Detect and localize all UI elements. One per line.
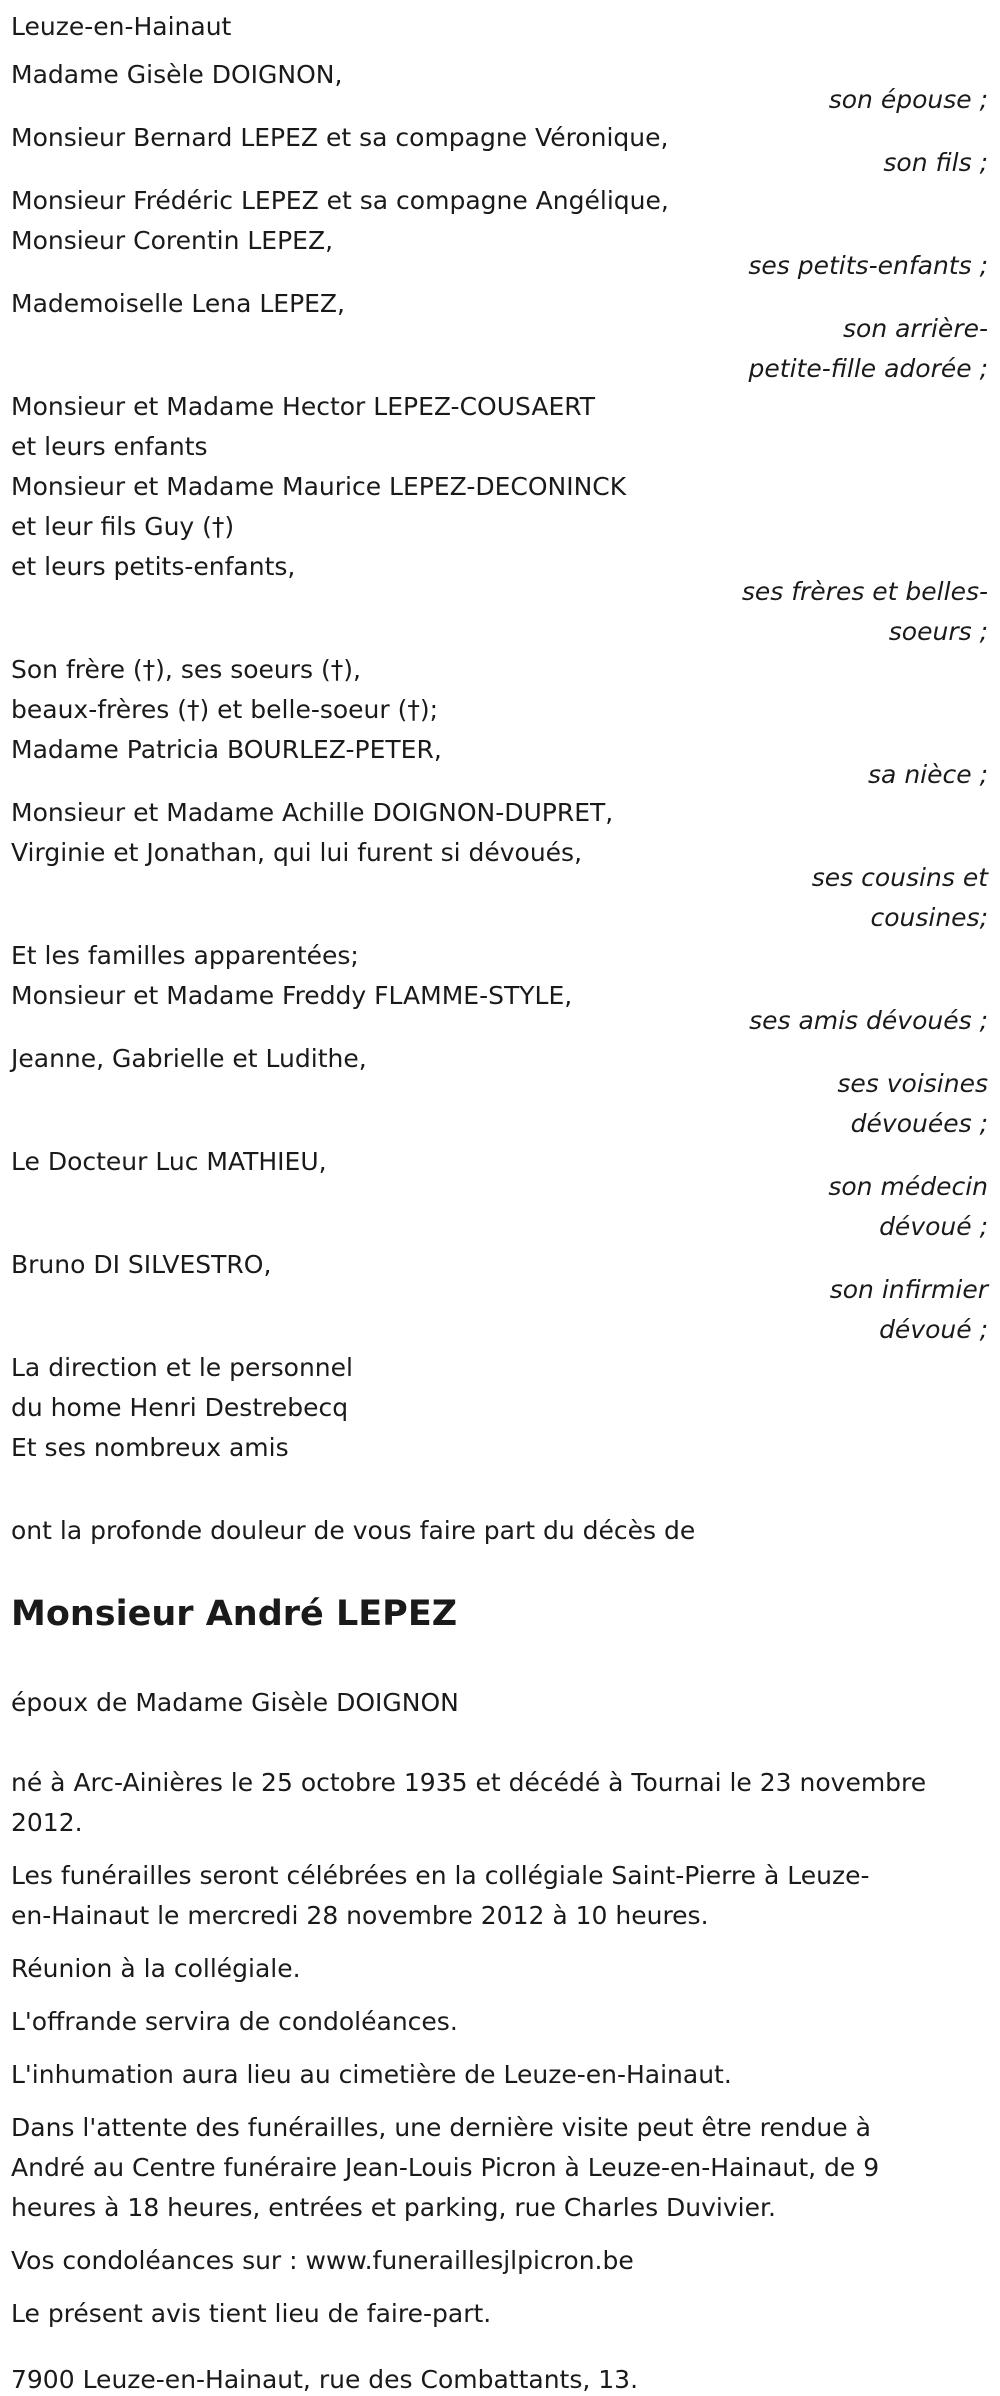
detail-line: Les funérailles seront célébrées en la collégiale Saint-Pierre à Leuze- (11, 1861, 870, 1890)
relation-label: dévoué ; (879, 1212, 988, 1241)
address-line: 7900 Leuze-en-Hainaut, rue des Combattants, 13. (11, 2365, 639, 2394)
relation-label: sa nièce ; (868, 760, 988, 789)
relation-label: soeurs ; (888, 617, 988, 646)
detail-line: Vos condoléances sur : www.funeraillesjlpicron.be (11, 2246, 634, 2275)
family-line: Mademoiselle Lena LEPEZ, (11, 289, 346, 318)
relation-label: ses amis dévoués ; (749, 1006, 988, 1035)
relation-label: son infirmier (829, 1275, 988, 1304)
family-line: Et les familles apparentées; (11, 941, 359, 970)
family-line: Monsieur et Madame Maurice LEPEZ-DECONINCK (11, 472, 627, 501)
detail-line: heures à 18 heures, entrées et parking, rue Charles Duvivier. (11, 2193, 776, 2222)
detail-line: Réunion à la collégiale. (11, 1954, 301, 1983)
family-line: Et ses nombreux amis (11, 1433, 289, 1462)
detail-line: 2012. (11, 1808, 83, 1837)
relation-label: son épouse ; (828, 85, 988, 114)
family-line: Monsieur Bernard LEPEZ et sa compagne Véronique, (11, 123, 669, 152)
detail-line: Le présent avis tient lieu de faire-part. (11, 2299, 492, 2328)
family-line: Son frère (†), ses soeurs (†), (11, 655, 361, 684)
family-line: Madame Patricia BOURLEZ-PETER, (11, 735, 442, 764)
family-line: Jeanne, Gabrielle et Ludithe, (11, 1044, 367, 1073)
family-line: Monsieur et Madame Achille DOIGNON-DUPRET, (11, 798, 614, 827)
family-line: Virginie et Jonathan, qui lui furent si dévoués, (11, 838, 583, 867)
city-heading: Leuze-en-Hainaut (11, 12, 232, 41)
family-line: et leurs petits-enfants, (11, 552, 296, 581)
family-line: La direction et le personnel (11, 1353, 353, 1382)
family-line: Monsieur et Madame Freddy FLAMME-STYLE, (11, 981, 573, 1010)
detail-line: L'inhumation aura lieu au cimetière de Leuze-en-Hainaut. (11, 2060, 732, 2089)
detail-line: L'offrande servira de condoléances. (11, 2007, 458, 2036)
detail-line: né à Arc-Ainières le 25 octobre 1935 et décédé à Tournai le 23 novembre (11, 1768, 927, 1797)
family-line: Le Docteur Luc MATHIEU, (11, 1147, 327, 1176)
detail-line: Dans l'attente des funérailles, une dernière visite peut être rendue à (11, 2113, 871, 2142)
relation-label: ses voisines (837, 1069, 988, 1098)
detail-line: André au Centre funéraire Jean-Louis Picron à Leuze-en-Hainaut, de 9 (11, 2153, 880, 2182)
detail-line: en-Hainaut le mercredi 28 novembre 2012 à 10 heures. (11, 1901, 709, 1930)
spouse-line: époux de Madame Gisèle DOIGNON (11, 1688, 459, 1717)
deceased-name: Monsieur André LEPEZ (11, 1594, 458, 1634)
relation-label: son médecin (828, 1172, 988, 1201)
relation-label: son fils ; (883, 148, 988, 177)
family-line: Monsieur et Madame Hector LEPEZ-COUSAERT (11, 392, 596, 421)
family-line: du home Henri Destrebecq (11, 1393, 349, 1422)
relation-label: ses cousins et (811, 863, 988, 892)
family-line: Madame Gisèle DOIGNON, (11, 60, 343, 89)
relation-label: petite-fille adorée ; (748, 354, 988, 383)
family-line: Monsieur Frédéric LEPEZ et sa compagne Angélique, (11, 186, 669, 215)
relation-label: cousines; (870, 903, 988, 932)
relation-label: ses frères et belles- (741, 577, 988, 606)
family-line: beaux-frères (†) et belle-soeur (†); (11, 695, 439, 724)
family-line: Bruno DI SILVESTRO, (11, 1250, 272, 1279)
family-line: Monsieur Corentin LEPEZ, (11, 226, 334, 255)
relation-label: ses petits-enfants ; (748, 251, 988, 280)
family-line: et leur fils Guy (†) (11, 512, 235, 541)
relation-label: dévouées ; (850, 1109, 988, 1138)
relation-label: son arrière- (843, 314, 988, 343)
family-line: et leurs enfants (11, 432, 208, 461)
announcement: ont la profonde douleur de vous faire part du décès de (11, 1516, 696, 1545)
relation-label: dévoué ; (879, 1315, 988, 1344)
